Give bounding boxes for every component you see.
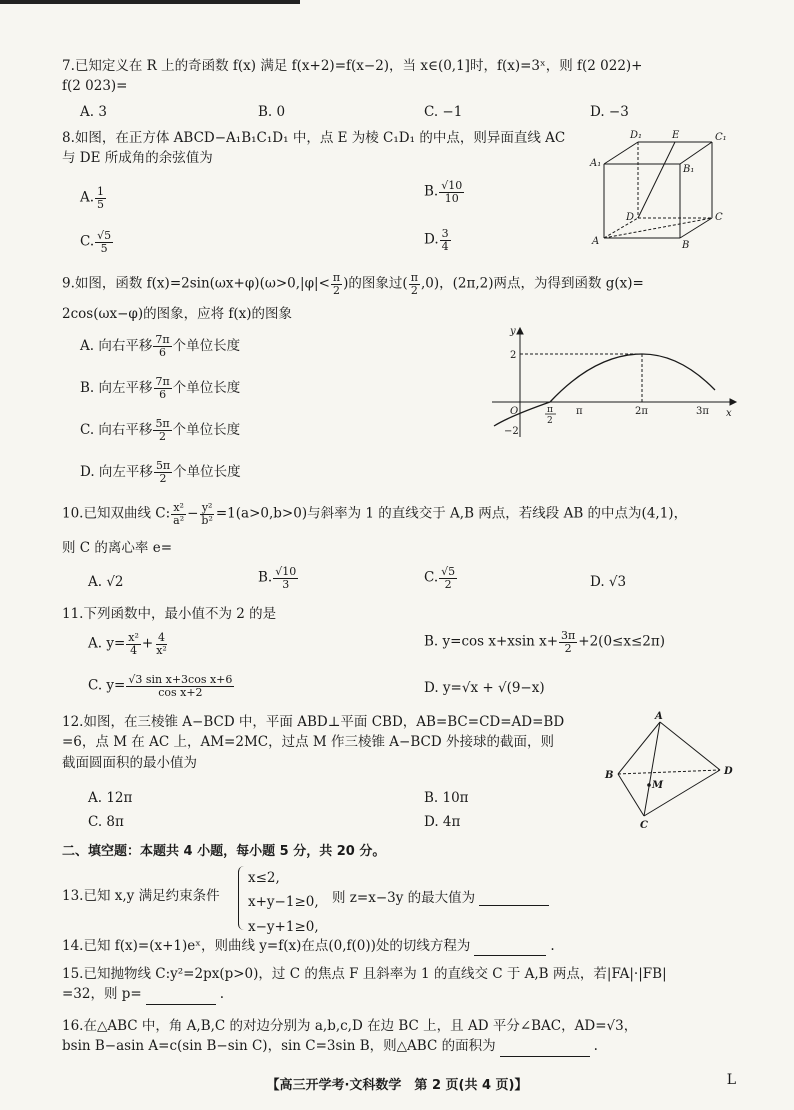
question-10: 10.已知双曲线 C: $\frac{\text{x²}}{\text{a²}}$ − $\frac{\text{y²}}{\text{b²}}$ =1(a>0,b>0)与斜率为 1 的直线交于 A,B 两点，若线段 AB 的中点为(4,1)， xyxy=(62,501,688,527)
q7-line2: f(2 023)= xyxy=(62,78,128,95)
q16-answer-blank[interactable] xyxy=(500,1044,590,1057)
q10-option-c: C. $\frac{√5}{2}$ xyxy=(424,565,456,591)
x-label: x xyxy=(726,408,732,419)
question-12 xyxy=(62,712,602,773)
q11-option-c: C. y= $\frac{\text{√3 sin x+3cos x+6}}{\text{cos x+2}}$ xyxy=(88,673,233,699)
label-b: B xyxy=(605,770,614,781)
edge-b1c1 xyxy=(680,142,712,164)
edge-bc xyxy=(680,218,712,238)
label-b: B xyxy=(682,240,690,251)
q7-option-b: B. 0 xyxy=(258,104,286,120)
q9-option-b: B. 向左平移 $\frac{7\pi}{6}$ 个单位长度 xyxy=(80,375,241,401)
question-9 xyxy=(62,272,732,296)
edge-ad xyxy=(660,722,720,770)
q16-line2: bsin B−asin A=c(sin B−sin C)，sin C=3sin B，则△ABC 的面积为 . xyxy=(62,1036,732,1056)
q14-answer-blank[interactable] xyxy=(474,943,546,956)
label-b1: B₁ xyxy=(683,164,695,175)
sine-graph xyxy=(490,322,740,442)
q7-option-a: A. 3 xyxy=(80,104,107,120)
x-axis-arrow xyxy=(730,399,736,405)
q12-line2: =6，点 M 在 AC 上，AM=2MC，过点 M 作三棱锥 A−BCD 外接球的截面，则 xyxy=(62,734,554,751)
question-16 xyxy=(62,1016,732,1057)
q13-prefix: 13.已知 x,y 满足约束条件 xyxy=(62,888,220,904)
label-a1: A₁ xyxy=(590,158,602,169)
q8-line2: 与 DE 所成角的余弦值为 xyxy=(62,150,213,167)
q8-option-d: D. $\frac{3}{4}$ xyxy=(424,227,449,253)
q12-line1: 12.如图，在三棱锥 A−BCD 中，平面 ABD⊥平面 CBD，AB=BC=CD=AD=BD xyxy=(62,714,565,730)
x-tick-pi2-num: π xyxy=(547,405,553,415)
q11-option-d: D. y=√x + √(9−x) xyxy=(424,680,545,696)
constraint-system xyxy=(248,866,319,939)
x-tick-pi: π xyxy=(576,406,583,417)
constraint-1: x≤2, xyxy=(248,870,280,886)
q7-line1: 7.已知定义在 R 上的奇函数 f(x) 满足 f(x+2)=f(x−2)，当 x∈(0,1]时，f(x)=3ˣ，则 f(2 022)+ xyxy=(62,58,643,74)
sine-curve xyxy=(494,354,715,426)
y-tick-2: 2 xyxy=(510,350,517,361)
q15-line2: =32，则 p= . xyxy=(62,984,732,1004)
edge-bd xyxy=(618,770,720,774)
q15-answer-blank[interactable] xyxy=(146,992,216,1005)
q10-option-d: D. √3 xyxy=(590,574,627,590)
question-14: 14.已知 f(x)=(x+1)eˣ，则曲线 y=f(x)在点(0,f(0))处的切线方程为 . xyxy=(62,936,732,956)
label-d: D xyxy=(724,766,733,777)
tetrahedron-figure xyxy=(600,708,750,832)
page-mark: L xyxy=(726,1072,736,1088)
q11-option-b: B. y=cos x+xsin x+ $\frac{3\pi}{2}$ +2(0≤x≤2π) xyxy=(424,629,666,655)
q13-suffix: 则 z=x−3y 的最大值为 xyxy=(332,886,553,906)
q7-option-c: C. −1 xyxy=(424,104,463,120)
cube-figure xyxy=(588,126,738,254)
label-c1: C₁ xyxy=(715,132,727,143)
question-15 xyxy=(62,964,732,1005)
q12-option-b: B. 10π xyxy=(424,790,469,806)
q8-line1: 8.如图，在正方体 ABCD−A₁B₁C₁D₁ 中，点 E 为棱 C₁D₁ 的中点，则异面直线 AC xyxy=(62,130,566,146)
x-tick-2pi: 2π xyxy=(635,406,648,417)
segment-de xyxy=(638,142,675,218)
question-8 xyxy=(62,128,582,169)
x-tick-3pi: 3π xyxy=(696,406,709,417)
origin-label: O xyxy=(510,406,519,417)
point-m xyxy=(647,783,651,787)
question-11: 11.下列函数中，最小值不为 2 的是 xyxy=(62,606,277,622)
q11-option-a: A. y= $\frac{\text{x²}}{4}$ + $\frac{4}{\text{x²}}$ xyxy=(88,631,167,657)
top-edge-bar xyxy=(0,0,300,4)
q8-option-c: C. $\frac{√5}{5}$ xyxy=(80,229,112,255)
label-a: A xyxy=(592,236,600,247)
q9-option-d: D. 向左平移 $\frac{5\pi}{2}$ 个单位长度 xyxy=(80,459,241,485)
section-fill-in-heading: 二、填空题：本题共 4 小题，每小题 5 分，共 20 分。 xyxy=(62,844,386,859)
page-footer: 【高三开学考·文科数学 第 2 页(共 4 页)】 xyxy=(266,1078,528,1093)
label-e: E xyxy=(672,130,680,141)
label-d1: D₁ xyxy=(630,130,643,141)
q7-option-d: D. −3 xyxy=(590,104,629,120)
q12-option-c: C. 8π xyxy=(88,814,124,830)
y-tick-neg2: −2 xyxy=(504,426,519,437)
q9-option-c: C. 向右平移 $\frac{5\pi}{2}$ 个单位长度 xyxy=(80,417,241,443)
q12-option-d: D. 4π xyxy=(424,814,461,830)
constraint-2: x+y−1≥0, xyxy=(248,894,319,911)
q13-answer-blank[interactable] xyxy=(479,893,549,906)
q9-line2: 2cos(ωx−φ)的图象，应将 f(x)的图象 xyxy=(62,306,293,322)
y-label: y xyxy=(510,326,516,337)
q10-line2: 则 C 的离心率 e= xyxy=(62,540,173,556)
q12-option-a: A. 12π xyxy=(88,790,133,806)
label-d: D xyxy=(626,212,635,223)
constraint-3: x−y+1≥0, xyxy=(248,918,319,935)
q10-option-a: A. √2 xyxy=(88,574,124,590)
edge-ab xyxy=(618,722,660,774)
q16-line1: 16.在△ABC 中，角 A,B,C 的对边分别为 a,b,c,D 在边 BC 上，且 AD 平分∠BAC，AD=√3， xyxy=(62,1018,638,1034)
q9-line1: 9.如图，函数 f(x)=2sin(ωx+φ)(ω>0,|φ|< $\frac{\pi}{2}$ )的图象过( $\frac{\pi}{2}$ ,0)，(2π,2)两点，为得到函数 g(x)= xyxy=(62,271,644,297)
question-7 xyxy=(62,56,732,97)
edge-a1d1 xyxy=(604,142,638,164)
label-a: A xyxy=(655,711,663,722)
q10-option-b: B. $\frac{√10}{3}$ xyxy=(258,565,297,591)
x-tick-pi2-den: 2 xyxy=(547,416,553,426)
constraint-brace xyxy=(238,866,247,930)
q15-line1: 15.已知抛物线 C:y²=2px(p>0)，过 C 的焦点 F 且斜率为 1 的直线交 C 于 A,B 两点，若|FA|·|FB| xyxy=(62,966,667,982)
q8-option-a: A. $\frac{1}{5}$ xyxy=(80,185,105,211)
label-c: C xyxy=(715,212,723,223)
edge-ac xyxy=(644,722,660,816)
q12-line3: 截面圆面积的最小值为 xyxy=(62,754,197,771)
y-axis-arrow xyxy=(517,328,523,334)
label-c: C xyxy=(640,820,648,831)
label-m: M xyxy=(652,780,664,791)
q9-option-a: A. 向右平移 $\frac{7\pi}{6}$ 个单位长度 xyxy=(80,333,241,359)
q8-option-b: B. $\frac{√10}{10}$ xyxy=(424,179,463,205)
edge-bc xyxy=(618,774,644,816)
edge-cd xyxy=(644,770,720,816)
